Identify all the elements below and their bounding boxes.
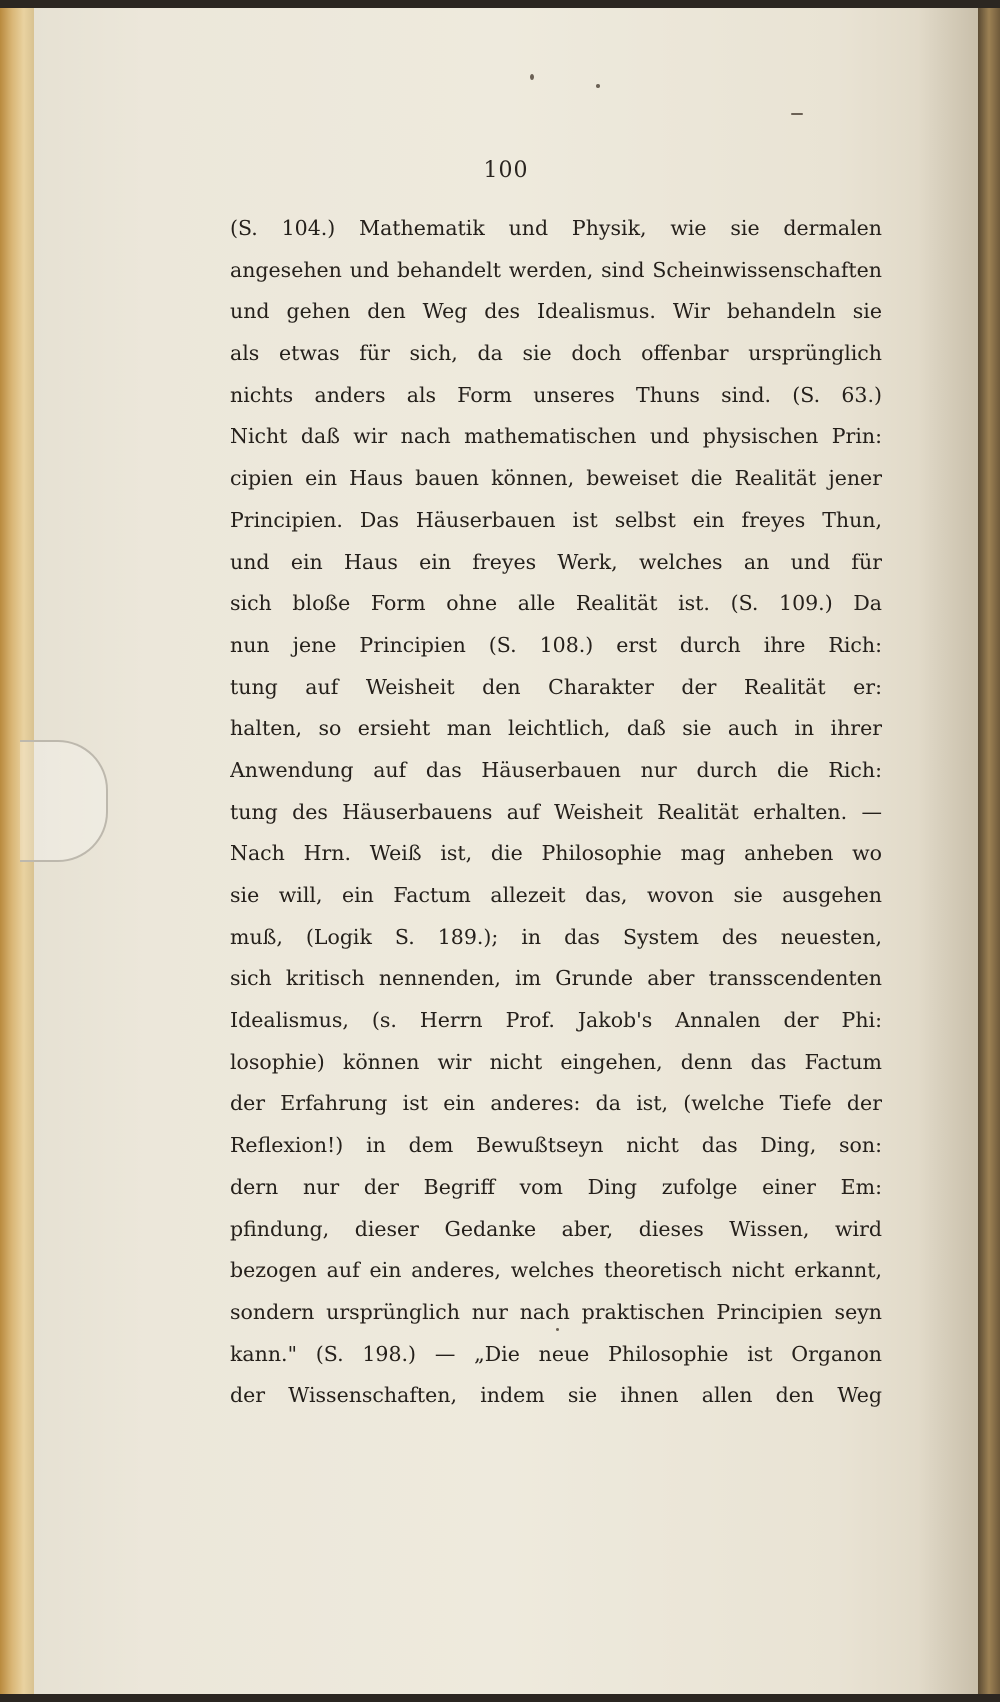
page-number: 100	[483, 158, 529, 183]
text-line: als etwas für sich, da sie doch offenbar ursprünglich	[230, 341, 882, 366]
text-line: angesehen und behandelt werden, sind Scheinwissenschaften	[230, 257, 882, 282]
text-line: sich bloße Form ohne alle Realität ist. (S. 109.) Da	[230, 591, 882, 616]
text-line: sich kritisch nennenden, im Grunde aber transscendenten	[230, 966, 882, 991]
text-line: sie will, ein Factum allezeit das, wovon sie ausgehen	[230, 883, 882, 907]
text-line: und ein Haus ein freyes Werk, welches an und für	[230, 549, 882, 574]
text-line: nichts anders als Form unseres Thuns sind. (S. 63.)	[230, 382, 882, 407]
text-line: Nicht daß wir nach mathematischen und physischen Prin:	[230, 424, 882, 449]
paper-speck	[791, 113, 803, 115]
text-line: Idealismus, (s. Herrn Prof. Jakob's Annalen der Phi:	[230, 1008, 882, 1033]
text-line: Anwendung auf das Häuserbauen nur durch die Rich:	[230, 757, 882, 782]
paper-speck	[596, 84, 600, 88]
text-line: halten, so ersieht man leichtlich, daß sie auch in ihrer	[230, 716, 882, 741]
clip-mark	[20, 740, 108, 862]
text-line: (S. 104.) Mathematik und Physik, wie sie dermalen	[230, 216, 882, 240]
text-line: dern nur der Begriff vom Ding zufolge einer Em:	[230, 1174, 882, 1199]
text-line: losophie) können wir nicht eingehen, denn das Factum	[230, 1049, 882, 1074]
text-line: Principien. Das Häuserbauen ist selbst ein freyes Thun,	[230, 507, 882, 532]
text-line: pfindung, dieser Gedanke aber, dieses Wissen, wird	[230, 1216, 882, 1241]
text-line: bezogen auf ein anderes, welches theoretisch nicht erkannt,	[230, 1258, 882, 1283]
text-line: muß, (Logik S. 189.); in das System des neuesten,	[230, 924, 882, 949]
paper-speck	[530, 74, 534, 80]
text-line: der Wissenschaften, indem sie ihnen allen den Weg	[230, 1383, 882, 1408]
body-text	[230, 208, 882, 1417]
book-page	[34, 8, 978, 1694]
text-line: kann." (S. 198.) — „Die neue Philosophie ist Organon	[230, 1341, 882, 1366]
text-line: Reflexion!) in dem Bewußtseyn nicht das Ding, son:	[230, 1133, 882, 1158]
text-line: sondern ursprünglich nur nach praktischen Principien seyn	[230, 1299, 882, 1324]
text-line: tung auf Weisheit den Charakter der Realität er:	[230, 674, 882, 699]
text-line: cipien ein Haus bauen können, beweiset die Realität jener	[230, 466, 882, 491]
page-shadow	[918, 8, 978, 1694]
text-line: Nach Hrn. Weiß ist, die Philosophie mag anheben wo	[230, 841, 882, 866]
text-line: und gehen den Weg des Idealismus. Wir behandeln sie	[230, 299, 882, 324]
text-line: nun jene Principien (S. 108.) erst durch ihre Rich:	[230, 632, 882, 657]
text-line: tung des Häuserbauens auf Weisheit Realität erhalten. —	[230, 799, 882, 824]
book-fore-edge	[978, 8, 1000, 1694]
text-line: der Erfahrung ist ein anderes: da ist, (welche Tiefe der	[230, 1091, 882, 1116]
